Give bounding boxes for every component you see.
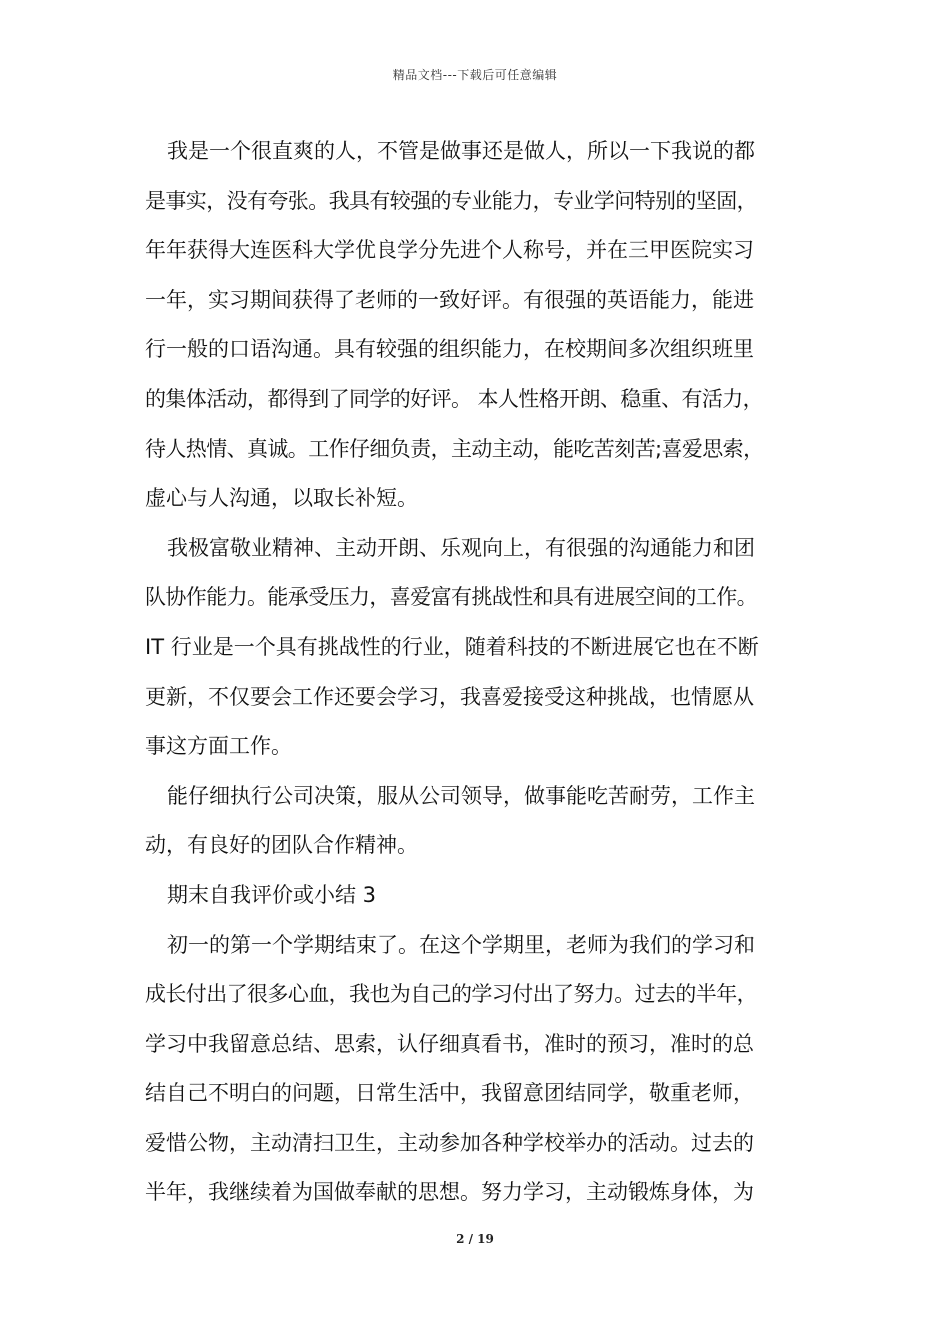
text-line: IT 行业是一个具有挑战性的行业，随着科技的不断进展它也在不断	[145, 634, 759, 659]
text-line: 虚心与人沟通，以取长补短。	[145, 486, 418, 511]
text-line: 行一般的口语沟通。具有较强的组织能力，在校期间多次组织班里	[145, 337, 754, 362]
text-line: 队协作能力。能承受压力，喜爱富有挑战性和具有进展空间的工作。	[145, 585, 757, 610]
text-line: 更新，不仅要会工作还要会学习，我喜爱接受这种挑战，也情愿从	[145, 684, 754, 709]
text-line: 成长付出了很多心血，我也为自己的学习付出了努力。过去的半年，	[145, 982, 757, 1007]
text-line: 动，有良好的团队合作精神。	[145, 833, 418, 858]
text-line: 半年，我继续着为国做奉献的思想。努力学习，主动锻炼身体，为	[145, 1180, 754, 1205]
text-line: 是事实，没有夸张。我具有较强的专业能力，专业学问特别的坚固，	[145, 188, 757, 213]
text-line: 我是一个很直爽的人，不管是做事还是做人，所以一下我说的都	[167, 139, 755, 163]
text-line: 年年获得大连医科大学优良学分先进个人称号，并在三甲医院实习	[145, 238, 754, 263]
text-line: 爱惜公物，主动清扫卫生，主动参加各种学校举办的活动。过去的	[145, 1130, 754, 1155]
text-line: 初一的第一个学期结束了。在这个学期里，老师为我们的学习和	[167, 932, 755, 957]
section-heading: 期末自我评价或小结 3	[167, 882, 377, 907]
text-line: 的集体活动，都得到了同学的好评。 本人性格开朗、稳重、有活力，	[145, 386, 764, 411]
text-line: 我极富敬业精神、主动开朗、乐观向上，有很强的沟通能力和团	[167, 535, 755, 560]
page-header: 精品文档---下载后可任意编辑	[392, 68, 558, 82]
page-number: 2 / 19	[456, 1232, 494, 1246]
text-line: 待人热情、真诚。工作仔细负责，主动主动，能吃苦刻苦;喜爱思索，	[145, 436, 764, 461]
text-line: 一年，实习期间获得了老师的一致好评。有很强的英语能力，能进	[145, 287, 754, 312]
text-line: 学习中我留意总结、思索，认仔细真看书，准时的预习，准时的总	[145, 1031, 754, 1056]
document-body	[145, 127, 817, 1218]
text-line: 结自己不明白的问题，日常生活中，我留意团结同学，敬重老师，	[145, 1081, 754, 1106]
text-line: 事这方面工作。	[145, 734, 292, 759]
text-line: 能仔细执行公司决策，服从公司领导，做事能吃苦耐劳，工作主	[167, 783, 755, 808]
